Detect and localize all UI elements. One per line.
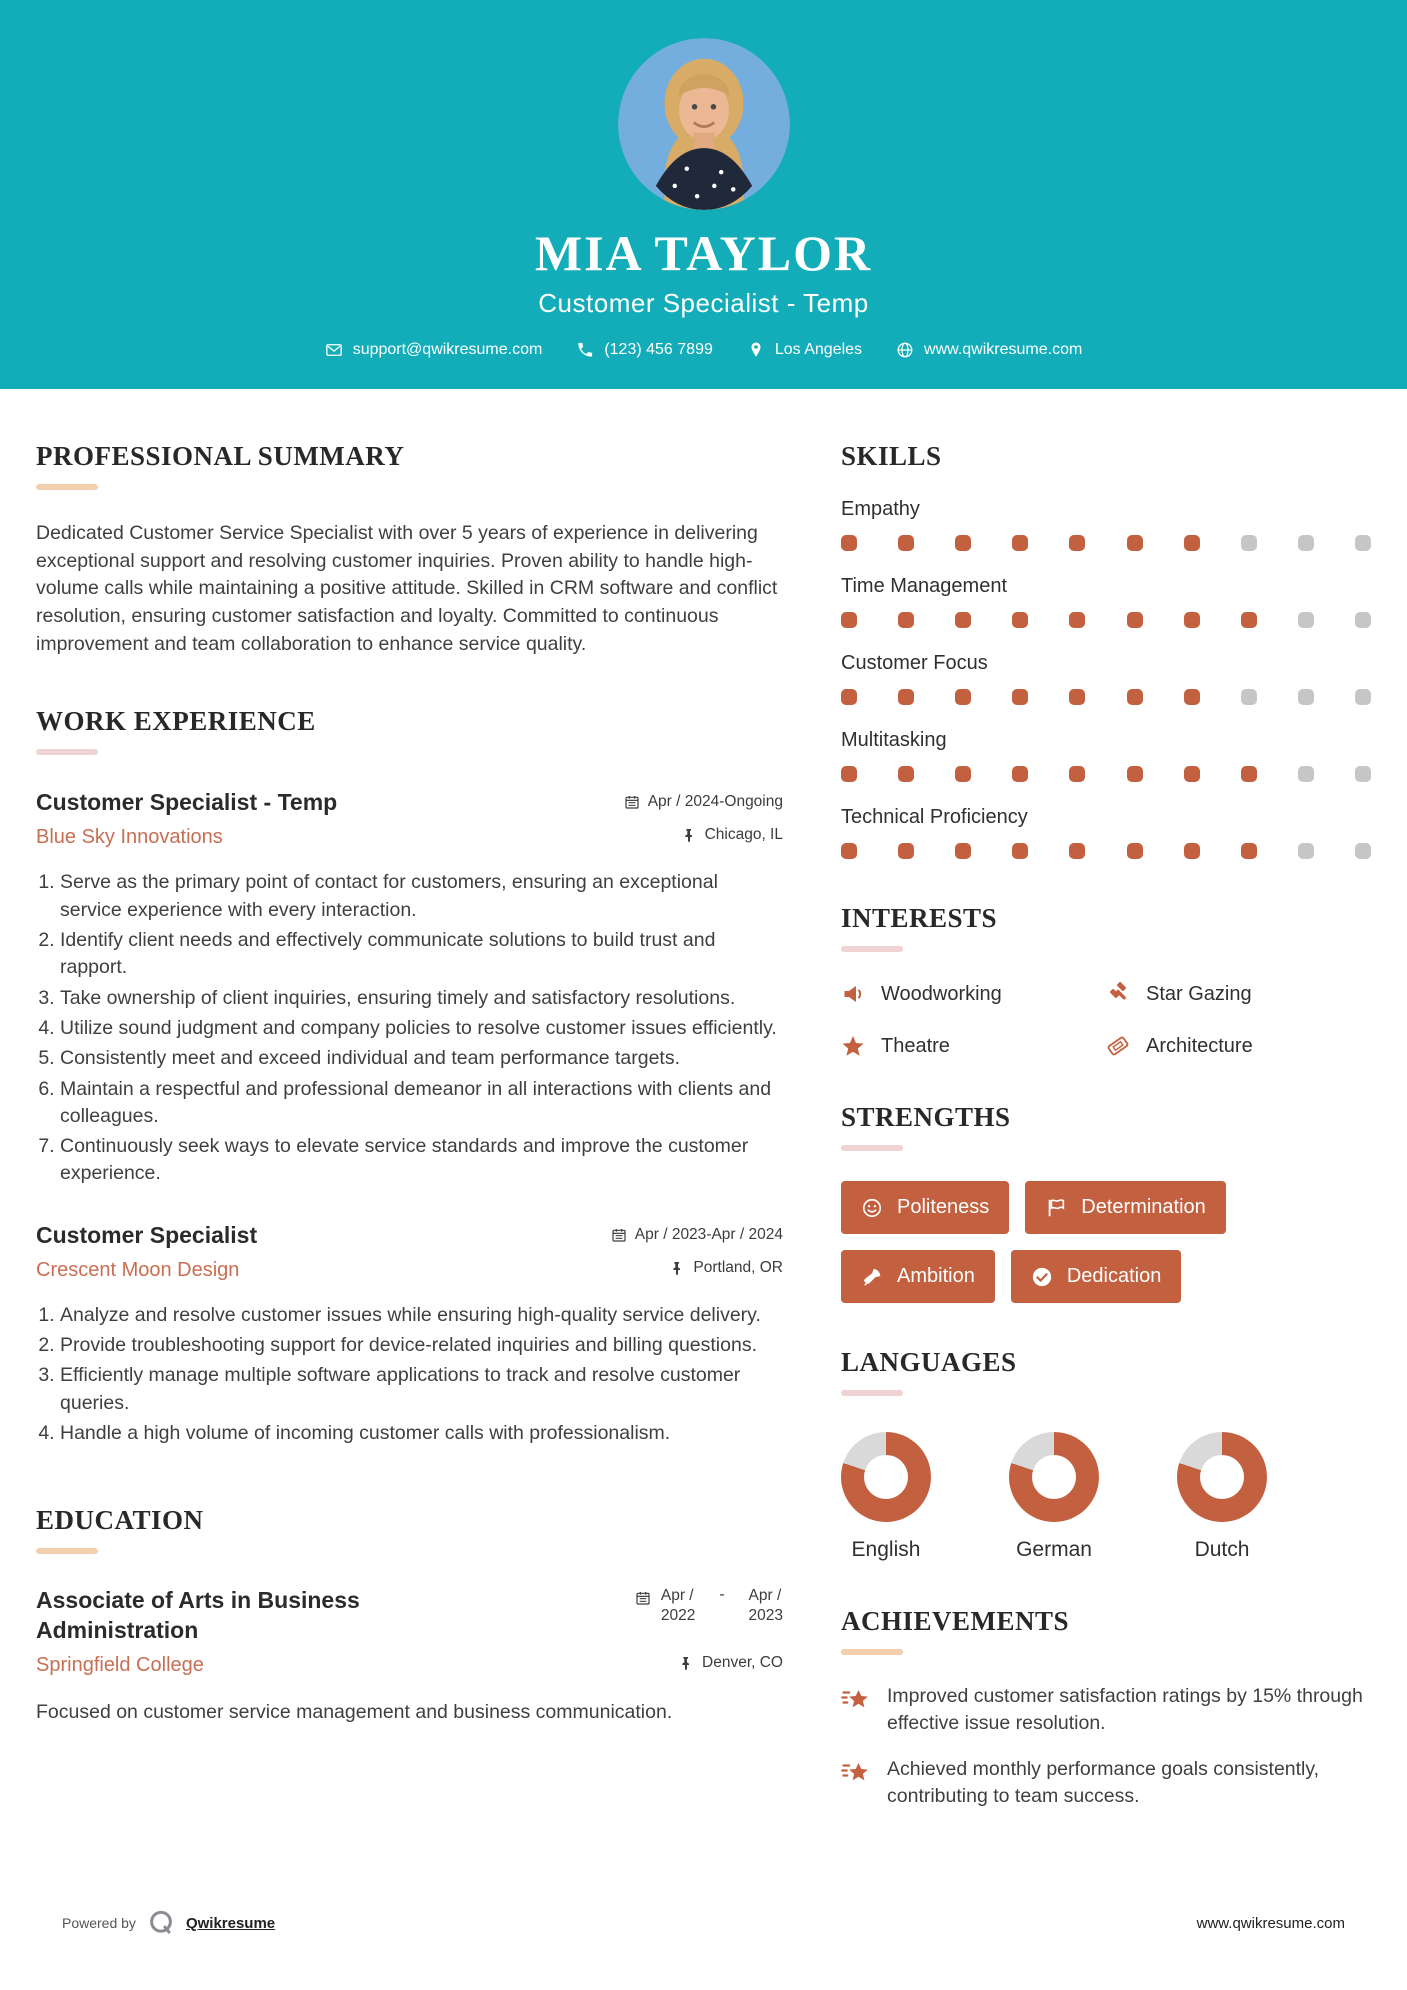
- summary-text: Dedicated Customer Service Specialist with over 5 years of experience in delivering exceptional support and resolving customer inquiries. Proven ability to handle high-volume calls while maintaining a positive attitude. Skilled in CRM software and conflict resolution, ensuring customer satisfaction and loyalty. Committed to continuous improvement and team collaboration to enhance service quality.: [36, 522, 778, 655]
- job-entry: [36, 789, 783, 1187]
- skill-dot: [955, 689, 971, 705]
- skill-dot: [1298, 612, 1314, 628]
- globe-icon: [896, 341, 914, 359]
- pin-icon: [678, 1655, 694, 1671]
- person-title: Customer Specialist - Temp: [538, 288, 869, 318]
- skill-dot: [1184, 612, 1200, 628]
- interest-item: [1106, 982, 1371, 1006]
- job-bullet: 6. Maintain a respectful and professional demeanor in all interactions with clients and colleagues.: [60, 1076, 783, 1131]
- skill-dot: [1355, 766, 1371, 782]
- languages-section: [841, 1347, 1371, 1562]
- gavel-icon: [1106, 982, 1130, 1006]
- skill-dot: [1127, 843, 1143, 859]
- strength-label: Determination: [1081, 1196, 1206, 1218]
- skill-dot: [1241, 535, 1257, 551]
- job-bullet: 2. Identify client needs and effectively communicate solutions to build trust and rapport.: [60, 927, 783, 982]
- person-name: MIA TAYLOR: [534, 225, 873, 281]
- job-company: Crescent Moon Design: [36, 1258, 240, 1281]
- job-bullet: 1. Analyze and resolve customer issues while ensuring high-quality service delivery.: [60, 1302, 783, 1329]
- skill-dot: [1184, 535, 1200, 551]
- skill-row: [841, 729, 1371, 782]
- skill-dot: [1012, 766, 1028, 782]
- strengths-section: [841, 1102, 1371, 1303]
- job-bullet: 4. Handle a high volume of incoming customer calls with professionalism.: [60, 1420, 783, 1447]
- location-icon: [747, 341, 765, 359]
- skill-dot: [1012, 535, 1028, 551]
- strength-label: Politeness: [897, 1196, 990, 1218]
- work-heading: WORK EXPERIENCE: [36, 706, 316, 737]
- skill-dot: [1069, 689, 1085, 705]
- profile-photo: [618, 38, 790, 210]
- heading-rule: [841, 946, 903, 952]
- job-bullet: 7. Continuously seek ways to elevate service standards and improve the customer experience.: [60, 1133, 783, 1188]
- job-bullet: 5. Consistently meet and exceed individual and team performance targets.: [60, 1045, 783, 1072]
- summary-section: [36, 441, 783, 658]
- skill-dot: [1069, 766, 1085, 782]
- phone-icon: [576, 341, 594, 359]
- donut-hole: [864, 1455, 908, 1499]
- skill-dot: [898, 612, 914, 628]
- skill-dot: [1069, 612, 1085, 628]
- skill-dot: [1069, 843, 1085, 859]
- strengths-heading: STRENGTHS: [841, 1102, 1011, 1132]
- skill-row: [841, 806, 1371, 859]
- job-title: Customer Specialist: [36, 1221, 258, 1248]
- right-column: [841, 441, 1371, 1810]
- job-location: Portland, OR: [693, 1258, 783, 1276]
- strength-label: Ambition: [897, 1265, 975, 1287]
- skills-section: [841, 441, 1371, 859]
- skill-dot: [1298, 843, 1314, 859]
- skill-dot: [955, 612, 971, 628]
- jobs-list: [36, 789, 783, 1447]
- skill-name: Multitasking: [841, 729, 947, 751]
- skill-dot: [841, 689, 857, 705]
- job-dates: Apr / 2024-Ongoing: [647, 793, 783, 811]
- language-name: Dutch: [1194, 1538, 1250, 1561]
- skill-dot: [1069, 535, 1085, 551]
- summary-heading: PROFESSIONAL SUMMARY: [36, 441, 405, 471]
- strength-badge: [1011, 1250, 1182, 1303]
- calendar-icon: [611, 1227, 627, 1243]
- skill-rating: [841, 535, 1371, 551]
- main-content: [0, 389, 1407, 1810]
- skill-name: Empathy: [841, 498, 920, 520]
- contact-globe[interactable]: [896, 341, 1082, 359]
- skill-row: [841, 652, 1371, 705]
- interest-label: Star Gazing: [1146, 982, 1252, 1005]
- language-donut-chart: [841, 1432, 931, 1522]
- strength-label: Dedication: [1066, 1265, 1162, 1287]
- flag-icon: [1045, 1197, 1067, 1219]
- languages-heading: LANGUAGES: [841, 1347, 1017, 1377]
- contact-text[interactable]: (123) 456 7899: [604, 341, 713, 358]
- contact-location[interactable]: [747, 341, 862, 359]
- email-icon: [325, 341, 343, 359]
- contact-phone[interactable]: [576, 341, 713, 359]
- education-heading: EDUCATION: [36, 1505, 204, 1536]
- calendar-icon: [624, 794, 640, 810]
- skill-dot: [1298, 689, 1314, 705]
- skill-dot: [898, 689, 914, 705]
- skill-dot: [841, 843, 857, 859]
- education-location: Denver, CO: [702, 1653, 783, 1671]
- heading-rule: [36, 749, 98, 755]
- skill-dot: [841, 766, 857, 782]
- skills-list: [841, 498, 1371, 859]
- skill-dot: [898, 766, 914, 782]
- interest-label: Theatre: [881, 1034, 950, 1057]
- achievement-text: Achieved monthly performance goals consistently, contributing to team success.: [887, 1757, 1320, 1807]
- education-description: Focused on customer service management and business communication.: [36, 1700, 673, 1723]
- job-bullet: 1. Serve as the primary point of contact for customers, ensuring an exceptional service experience with every interaction.: [60, 869, 783, 924]
- skill-dot: [1127, 612, 1143, 628]
- interest-label: Architecture: [1146, 1034, 1253, 1057]
- skill-rating: [841, 612, 1371, 628]
- skills-heading: SKILLS: [841, 441, 942, 471]
- job-dates: Apr / 2023-Apr / 2024: [634, 1225, 783, 1243]
- skill-dot: [1184, 766, 1200, 782]
- interest-item: [841, 1034, 1106, 1058]
- skill-dot: [1241, 612, 1257, 628]
- skill-dot: [1012, 612, 1028, 628]
- ticket-icon: [1106, 1034, 1130, 1058]
- avatar: [618, 38, 790, 210]
- star-icon: [841, 1034, 865, 1058]
- achievements-heading: ACHIEVEMENTS: [841, 1606, 1070, 1636]
- education-section: [36, 1505, 783, 1726]
- donut-hole: [1200, 1455, 1244, 1499]
- strength-badge: [1025, 1181, 1226, 1234]
- skill-dot: [1298, 535, 1314, 551]
- language-donut-chart: [1009, 1432, 1099, 1522]
- pin-icon: [669, 1260, 685, 1276]
- smiley-icon: [861, 1197, 883, 1219]
- skill-dot: [955, 535, 971, 551]
- skill-name: Customer Focus: [841, 652, 988, 674]
- job-bullet: 3. Take ownership of client inquiries, ensuring timely and satisfactory resolutions.: [60, 985, 783, 1012]
- skill-dot: [841, 535, 857, 551]
- degree: Associate of Arts in Business Administration: [36, 1587, 360, 1644]
- skill-dot: [1355, 535, 1371, 551]
- education-entry: [36, 1586, 783, 1726]
- interests-section: [841, 903, 1371, 1058]
- education-dates: Apr / 2022 - Apr / 2023: [635, 1586, 783, 1646]
- skill-dot: [1127, 535, 1143, 551]
- strength-badge: [841, 1250, 995, 1303]
- job-bullets: [36, 1302, 783, 1447]
- header: [0, 0, 1407, 389]
- skill-dot: [1355, 612, 1371, 628]
- skill-dot: [1012, 843, 1028, 859]
- language-name: English: [851, 1538, 921, 1561]
- rocket-icon: [861, 1266, 883, 1288]
- achievement-text: Improved customer satisfaction ratings by 15% through effective issue resolution.: [887, 1685, 1363, 1735]
- skill-name: Technical Proficiency: [841, 806, 1028, 828]
- check-icon: [1031, 1266, 1053, 1288]
- left-column: [36, 441, 783, 1810]
- job-bullets: [36, 869, 783, 1187]
- achievements-list: [841, 1683, 1371, 1810]
- work-experience-section: [36, 706, 783, 1447]
- footer: [0, 1908, 1407, 1938]
- language-item: [1177, 1432, 1267, 1562]
- skill-dot: [1127, 766, 1143, 782]
- skill-rating: [841, 766, 1371, 782]
- skill-dot: [955, 766, 971, 782]
- heading-rule: [36, 484, 98, 490]
- skill-dot: [1127, 689, 1143, 705]
- skill-dot: [1298, 766, 1314, 782]
- interests-heading: INTERESTS: [841, 903, 998, 933]
- skill-dot: [1355, 689, 1371, 705]
- school: Springfield College: [36, 1653, 204, 1676]
- education-list: [36, 1586, 783, 1726]
- contact-email[interactable]: [325, 341, 543, 359]
- contact-text[interactable]: www.qwikresume.com: [924, 341, 1083, 358]
- language-name: German: [1016, 1538, 1092, 1561]
- footer-brand-group: [62, 1908, 275, 1938]
- interest-label: Woodworking: [881, 982, 1002, 1005]
- job-company: Blue Sky Innovations: [36, 826, 223, 849]
- skill-rating: [841, 689, 1371, 705]
- heading-rule: [841, 1145, 903, 1151]
- skill-dot: [898, 535, 914, 551]
- qwikresume-link[interactable]: Qwikresume: [185, 1914, 276, 1932]
- shooting-star-icon: [841, 1685, 871, 1715]
- strength-badge: [841, 1181, 1009, 1234]
- job-bullet: 2. Provide troubleshooting support for device-related inquiries and billing questions.: [60, 1332, 783, 1359]
- skill-dot: [898, 843, 914, 859]
- powered-by-label: Powered by: [62, 1915, 136, 1931]
- job-bullet: 3. Efficiently manage multiple software applications to track and resolve customer queries.: [60, 1362, 783, 1417]
- skill-dot: [1355, 843, 1371, 859]
- language-item: [841, 1432, 931, 1562]
- pin-icon: [681, 827, 697, 843]
- skill-dot: [1241, 766, 1257, 782]
- skill-dot: [1241, 843, 1257, 859]
- skill-rating: [841, 843, 1371, 859]
- interest-item: [1106, 1034, 1371, 1058]
- skill-name: Time Management: [841, 575, 1007, 597]
- heading-rule: [841, 1649, 903, 1655]
- job-entry: [36, 1222, 783, 1447]
- contact-row: [0, 341, 1407, 359]
- achievement-item: [841, 1756, 1371, 1811]
- interest-item: [841, 982, 1106, 1006]
- skill-dot: [841, 612, 857, 628]
- shooting-star-icon: [841, 1758, 871, 1788]
- calendar-icon: [635, 1590, 651, 1606]
- job-bullet: 4. Utilize sound judgment and company policies to resolve customer issues efficiently.: [60, 1015, 783, 1042]
- heading-rule: [841, 1390, 903, 1396]
- strengths-list: [841, 1181, 1371, 1303]
- achievement-item: [841, 1683, 1371, 1738]
- job-title: Customer Specialist - Temp: [36, 789, 338, 816]
- achievements-section: [841, 1606, 1371, 1810]
- donut-hole: [1032, 1455, 1076, 1499]
- skill-row: [841, 498, 1371, 551]
- footer-site-link[interactable]: www.qwikresume.com: [1196, 1914, 1345, 1932]
- language-donut-chart: [1177, 1432, 1267, 1522]
- skill-row: [841, 575, 1371, 628]
- skill-dot: [955, 843, 971, 859]
- contact-text[interactable]: support@qwikresume.com: [352, 341, 543, 358]
- skill-dot: [1241, 689, 1257, 705]
- language-item: [1009, 1432, 1099, 1562]
- skill-dot: [1012, 689, 1028, 705]
- contact-text[interactable]: Los Angeles: [774, 341, 863, 358]
- languages-list: [841, 1432, 1371, 1562]
- interests-list: [841, 982, 1371, 1058]
- qwikresume-logo-icon: [146, 1908, 176, 1938]
- megaphone-icon: [841, 982, 865, 1006]
- job-location: Chicago, IL: [704, 826, 783, 844]
- skill-dot: [1184, 843, 1200, 859]
- heading-rule: [36, 1548, 98, 1554]
- skill-dot: [1184, 689, 1200, 705]
